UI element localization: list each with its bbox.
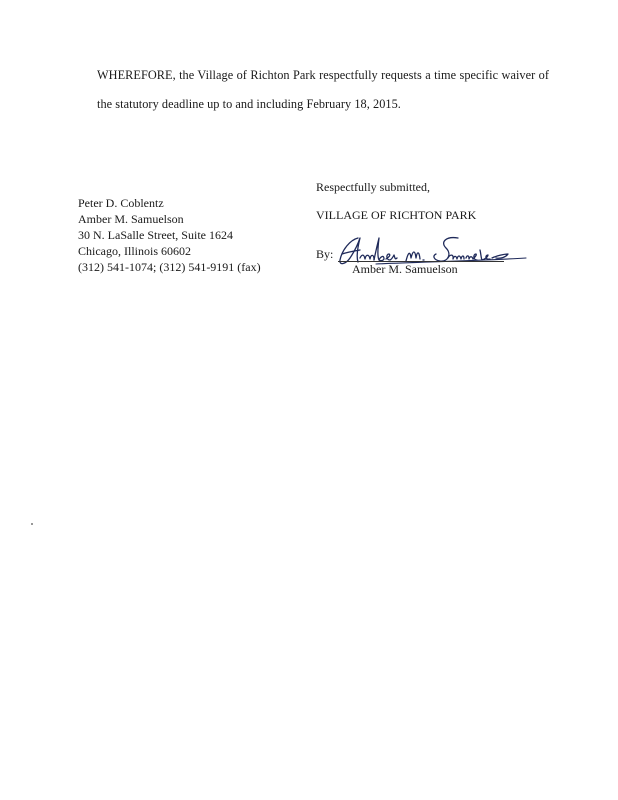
counsel-phone: (312) 541-1074; (312) 541-9191 (fax) <box>78 260 261 274</box>
organization-name: VILLAGE OF RICHTON PARK <box>316 208 477 222</box>
by-label: By: <box>316 247 334 261</box>
signer-name: Amber M. Samuelson <box>352 262 458 276</box>
body-line-1: WHEREFORE, the Village of Richton Park respectfully requests a time specific waiver of <box>97 68 549 82</box>
counsel-city: Chicago, Illinois 60602 <box>78 244 191 258</box>
counsel-address: 30 N. LaSalle Street, Suite 1624 <box>78 228 233 242</box>
body-line-2: the statutory deadline up to and including February 18, 2015. <box>97 97 401 111</box>
counsel-block <box>78 195 261 275</box>
counsel-name-2: Amber M. Samuelson <box>78 212 184 226</box>
counsel-name-1: Peter D. Coblentz <box>78 196 164 210</box>
scan-speck <box>31 523 33 525</box>
closing-text: Respectfully submitted, <box>316 180 430 194</box>
